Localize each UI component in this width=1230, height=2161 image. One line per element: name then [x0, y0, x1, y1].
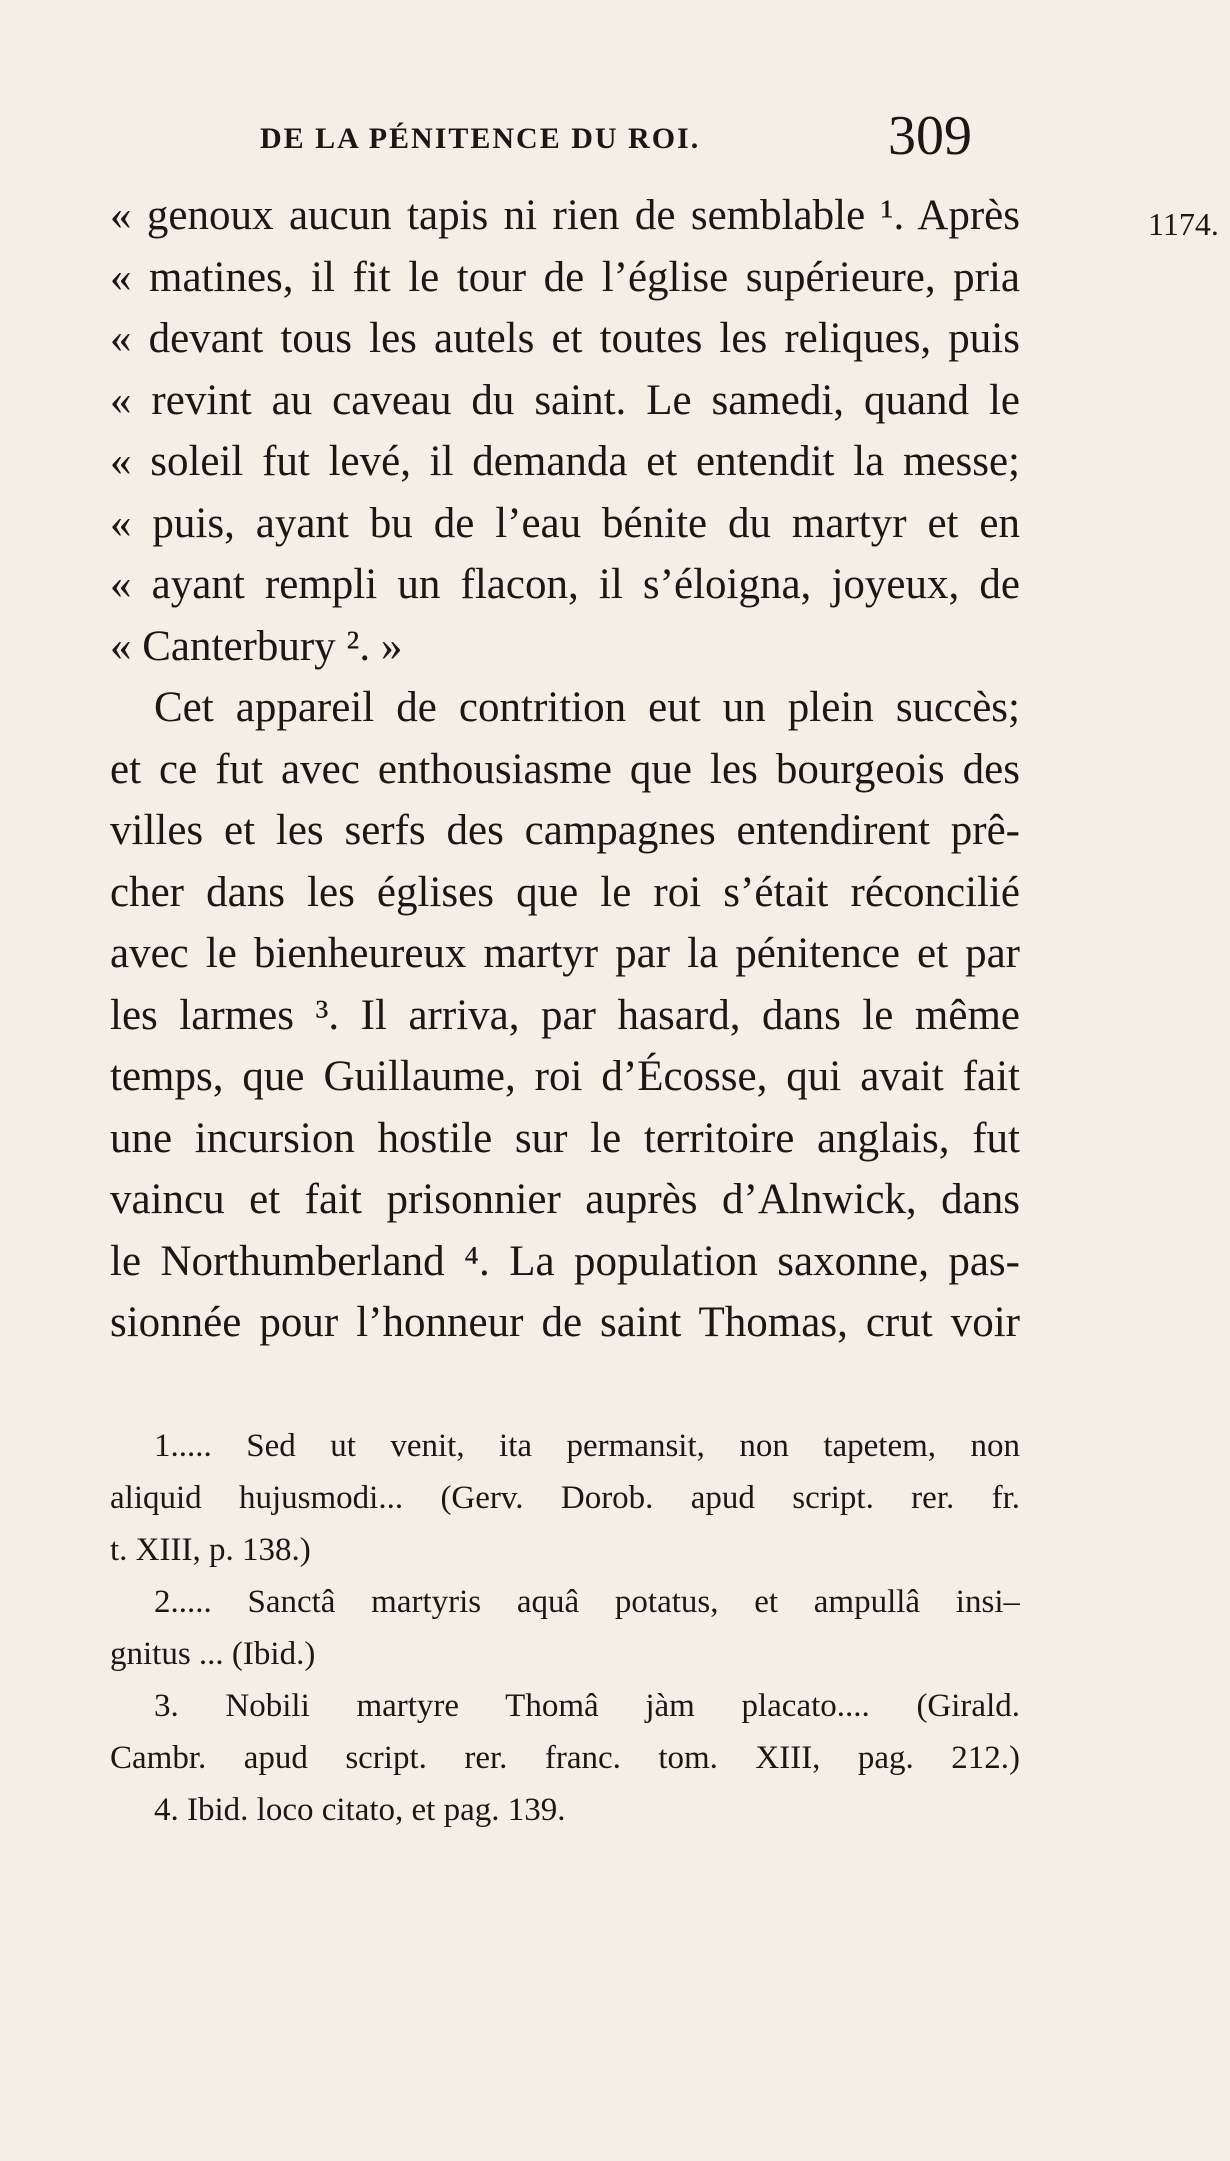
- body-line: les larmes ³. Il arriva, par hasard, dans le même: [110, 991, 1020, 1039]
- margin-date-note: 1174.: [1148, 206, 1219, 242]
- body-line: le Northumberland ⁴. La population saxonne, pas-: [110, 1237, 1020, 1285]
- footnote-line: t. XIII, p. 138.): [110, 1532, 311, 1568]
- running-title: DE LA PÉNITENCE DU ROI.: [260, 122, 701, 155]
- body-line: « genoux aucun tapis ni rien de semblable ¹. Après: [110, 192, 1020, 239]
- body-line: « puis, ayant bu de l’eau bénite du martyr et en: [110, 499, 1020, 547]
- footnote-line: 3. Nobili martyre Thomâ jàm placato.... (Girald.: [154, 1688, 1020, 1724]
- body-text: [110, 185, 1020, 1354]
- footnote-line: Cambr. apud script. rer. franc. tom. XIII, pag. 212.): [110, 1740, 1020, 1776]
- page-number: 309: [888, 105, 972, 167]
- body-line: « soleil fut levé, il demanda et entendit la messe;: [110, 438, 1020, 485]
- body-line: temps, que Guillaume, roi d’Écosse, qui avait fait: [110, 1053, 1020, 1100]
- footnote-line: 4. Ibid. loco citato, et pag. 139.: [154, 1792, 566, 1828]
- body-line: et ce fut avec enthousiasme que les bourgeois des: [110, 745, 1020, 793]
- body-line: Cet appareil de contrition eut un plein succès;: [154, 684, 1020, 731]
- footnote-line: gnitus ... (Ibid.): [110, 1636, 316, 1672]
- body-line: « matines, il fit le tour de l’église supérieure, pria: [110, 253, 1020, 301]
- footnote-line: aliquid hujusmodi... (Gerv. Dorob. apud script. rer. fr.: [110, 1480, 1020, 1516]
- body-line: avec le bienheureux martyr par la pénitence et par: [110, 930, 1020, 977]
- body-line: « Canterbury ². »: [110, 622, 403, 670]
- footnote-line: 2..... Sanctâ martyris aquâ potatus, et ampullâ insi–: [154, 1584, 1020, 1620]
- body-line: cher dans les églises que le roi s’était réconcilié: [110, 868, 1020, 916]
- body-line: « revint au caveau du saint. Le samedi, quand le: [110, 376, 1020, 424]
- body-line: villes et les serfs des campagnes entendirent prê-: [110, 807, 1020, 854]
- footnotes: [110, 1420, 1020, 1836]
- body-line: vaincu et fait prisonnier auprès d’Alnwick, dans: [110, 1176, 1020, 1223]
- body-line: sionnée pour l’honneur de saint Thomas, crut voir: [110, 1299, 1020, 1346]
- body-line: « devant tous les autels et toutes les reliques, puis: [110, 315, 1020, 362]
- body-line: « ayant rempli un flacon, il s’éloigna, joyeux, de: [110, 561, 1020, 608]
- body-line: une incursion hostile sur le territoire anglais, fut: [110, 1114, 1020, 1162]
- footnote-line: 1..... Sed ut venit, ita permansit, non tapetem, non: [154, 1428, 1020, 1464]
